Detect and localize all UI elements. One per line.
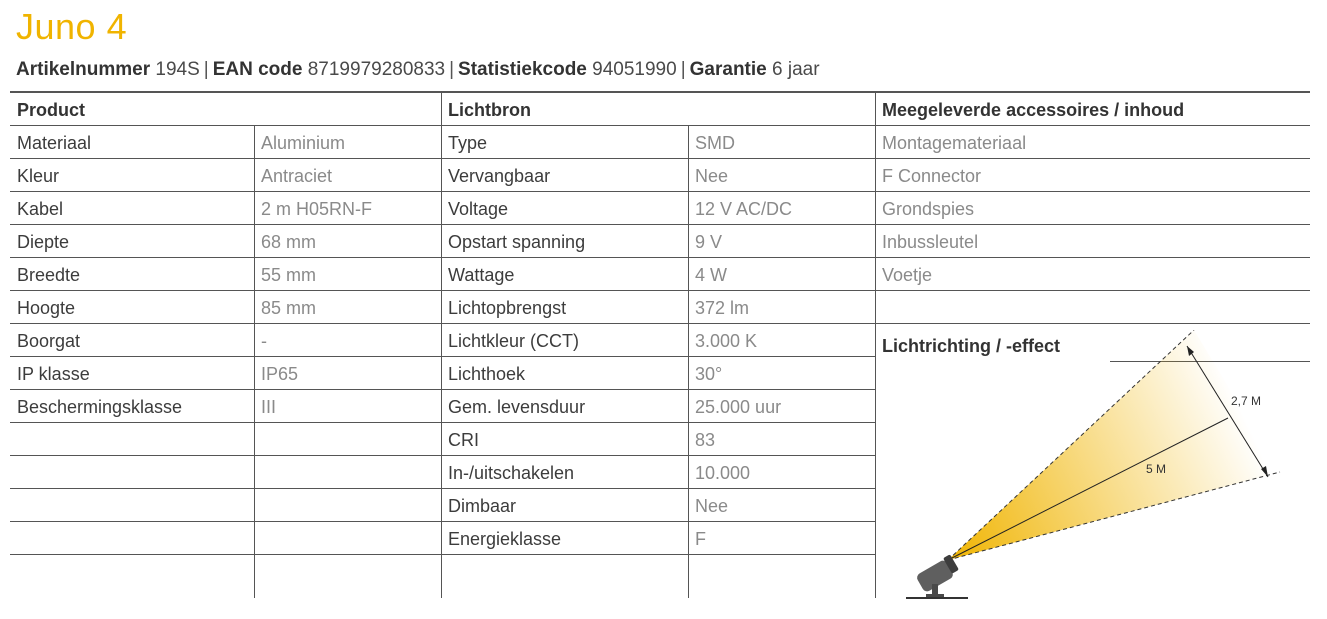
lichtbron-value: Nee: [695, 166, 729, 186]
artikel-value: 194S: [155, 59, 200, 80]
lichtbron-label: Vervangbaar: [448, 166, 551, 186]
table-row: [10, 291, 1310, 324]
lichtbron-value: 4 W: [695, 265, 728, 285]
garantie-label: Garantie: [689, 59, 767, 80]
light-effect-diagram: [876, 330, 1296, 605]
lichtbron-value: 10.000: [695, 463, 751, 483]
table-row: [10, 258, 1310, 291]
product-label: Boorgat: [17, 331, 81, 351]
column-divider: [254, 126, 255, 598]
lichtbron-label: In-/uitschakelen: [448, 463, 575, 483]
lichtbron-label: Gem. levensduur: [448, 397, 586, 417]
lichtbron-label: CRI: [448, 430, 479, 450]
header-accessoires: Meegeleverde accessoires / inhoud: [882, 100, 1185, 120]
separator: |: [449, 59, 455, 80]
product-label: IP klasse: [17, 364, 90, 384]
table-row: [10, 357, 875, 390]
table-row: [10, 225, 1310, 258]
lichtbron-value: SMD: [695, 133, 735, 153]
product-label: Hoogte: [17, 298, 76, 318]
header-product: Product: [17, 100, 86, 120]
artikel-label: Artikelnummer: [16, 59, 151, 80]
light-beam: [948, 330, 1280, 560]
table-row: [10, 126, 1310, 159]
lichtbron-label: Lichthoek: [448, 364, 526, 384]
table-header-row: [10, 93, 1310, 126]
lichtbron-label: Lichtkleur (CCT): [448, 331, 580, 351]
table-row: [10, 159, 1310, 192]
product-value: 68 mm: [261, 232, 317, 252]
lichtbron-label: Lichtopbrengst: [448, 298, 567, 318]
product-label: Breedte: [17, 265, 81, 285]
lichtbron-value: 372 lm: [695, 298, 750, 318]
product-value: III: [261, 397, 277, 417]
ean-label: EAN code: [212, 59, 303, 80]
lichtbron-label: Voltage: [448, 199, 509, 219]
lichtbron-label: Wattage: [448, 265, 515, 285]
product-value: -: [261, 331, 267, 351]
accessoire-item: Montagemateriaal: [882, 133, 1027, 153]
lichtbron-label: Energieklasse: [448, 529, 562, 549]
product-label: Diepte: [17, 232, 70, 252]
table-row: [10, 522, 875, 555]
garantie-value: 6 jaar: [772, 59, 820, 80]
lichtbron-value: Nee: [695, 496, 729, 516]
lichtbron-value: 3.000 K: [695, 331, 758, 351]
table-row: [10, 324, 875, 357]
table-row: [10, 489, 875, 522]
lichtbron-label: Type: [448, 133, 488, 153]
product-label: Beschermingsklasse: [17, 397, 183, 417]
product-value: 85 mm: [261, 298, 317, 318]
product-value: Aluminium: [261, 133, 346, 153]
spotlight-icon: [906, 554, 968, 599]
accessoire-item: F Connector: [882, 166, 982, 186]
lichtbron-value: 9 V: [695, 232, 723, 252]
product-value: IP65: [261, 364, 299, 384]
accessoire-item: Voetje: [882, 265, 933, 285]
product-value: 2 m H05RN-F: [261, 199, 373, 219]
separator: |: [203, 59, 209, 80]
lichtbron-value: 30°: [695, 364, 723, 384]
page-title: Juno 4: [16, 6, 128, 47]
product-value: 55 mm: [261, 265, 317, 285]
lichtbron-label: Dimbaar: [448, 496, 517, 516]
table-row: [10, 423, 875, 456]
stat-value: 94051990: [592, 59, 677, 80]
accessoire-item: Grondspies: [882, 199, 975, 219]
width-label: 2,7 M: [1231, 394, 1262, 408]
lichtbron-value: 25.000 uur: [695, 397, 782, 417]
table-row: [10, 192, 1310, 225]
product-label: Materiaal: [17, 133, 92, 153]
column-divider: [688, 126, 689, 598]
lichtbron-value: 83: [695, 430, 716, 450]
header-lichtrichting: Lichtrichting / -effect: [882, 336, 1061, 356]
accessoire-item: Inbussleutel: [882, 232, 979, 252]
distance-label: 5 M: [1146, 462, 1167, 476]
product-label: Kleur: [17, 166, 60, 186]
table-row: [10, 390, 875, 423]
separator: |: [680, 59, 686, 80]
lichtbron-value: F: [695, 529, 706, 549]
stat-label: Statistiekcode: [458, 59, 587, 80]
column-divider: [441, 93, 442, 598]
header-lichtbron: Lichtbron: [448, 100, 531, 120]
lichtbron-label: Opstart spanning: [448, 232, 586, 252]
table-row: [10, 456, 875, 489]
lichtbron-value: 12 V AC/DC: [695, 199, 793, 219]
product-value: Antraciet: [261, 166, 333, 186]
ean-value: 8719979280833: [307, 59, 446, 80]
product-meta-line: [16, 59, 820, 81]
product-label: Kabel: [17, 199, 64, 219]
